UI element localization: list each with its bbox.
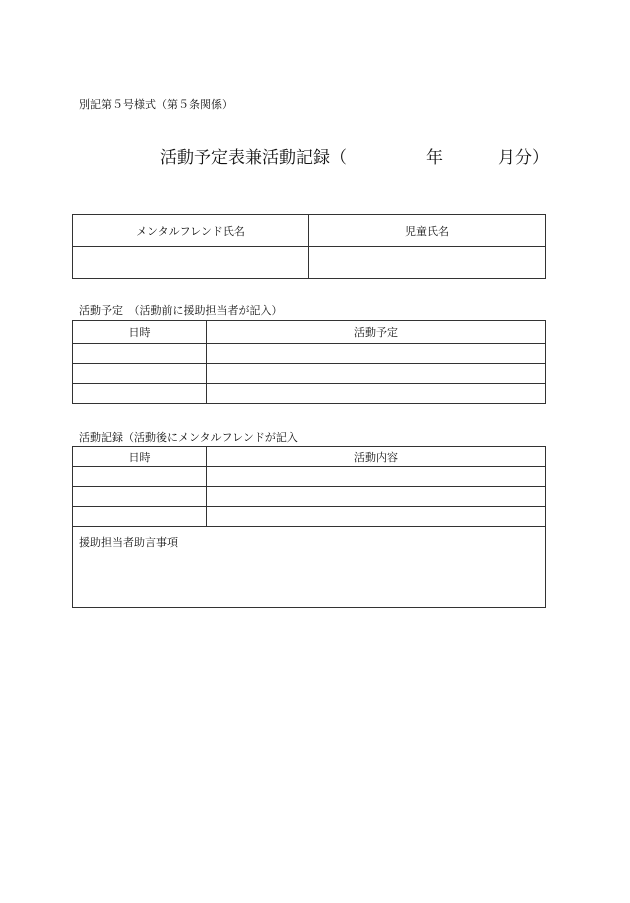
plan-table: [72, 320, 546, 404]
record-date-cell[interactable]: [73, 507, 207, 527]
plan-section-label: 活動予定 （活動前に援助担当者が記入）: [79, 304, 283, 317]
table-row: [73, 344, 546, 364]
plan-date-cell[interactable]: [73, 364, 207, 384]
record-content-cell[interactable]: [207, 507, 546, 527]
plan-header: 活動予定: [207, 321, 546, 344]
record-table: [72, 446, 546, 608]
record-content-cell[interactable]: [207, 487, 546, 507]
plan-date-header: 日時: [73, 321, 207, 344]
table-row: [73, 487, 546, 507]
record-date-header: 日時: [73, 447, 207, 467]
page-title: 活動予定表兼活動記録（: [160, 148, 347, 168]
child-name-header: 児童氏名: [309, 215, 546, 247]
plan-content-cell[interactable]: [207, 364, 546, 384]
title-month-label: 月分）: [498, 148, 549, 168]
child-name-field[interactable]: [309, 247, 546, 279]
record-section-label: 活動記録（活動後にメンタルフレンドが記入: [79, 431, 298, 444]
advisor-advice-label: 援助担当者助言事項: [79, 536, 178, 549]
friend-name-header: メンタルフレンド氏名: [73, 215, 309, 247]
record-content-cell[interactable]: [207, 467, 546, 487]
record-date-cell[interactable]: [73, 467, 207, 487]
table-row: [73, 384, 546, 404]
plan-content-cell[interactable]: [207, 344, 546, 364]
table-row: [73, 364, 546, 384]
form-reference: 別記第５号様式（第５条関係）: [79, 98, 233, 111]
title-year-label: 年: [426, 148, 443, 168]
plan-content-cell[interactable]: [207, 384, 546, 404]
friend-name-field[interactable]: [73, 247, 309, 279]
plan-date-cell[interactable]: [73, 344, 207, 364]
record-content-header: 活動内容: [207, 447, 546, 467]
advisor-advice-field[interactable]: [73, 527, 546, 608]
names-table: [72, 214, 546, 279]
table-row: [73, 467, 546, 487]
record-date-cell[interactable]: [73, 487, 207, 507]
table-row: [73, 507, 546, 527]
plan-date-cell[interactable]: [73, 384, 207, 404]
